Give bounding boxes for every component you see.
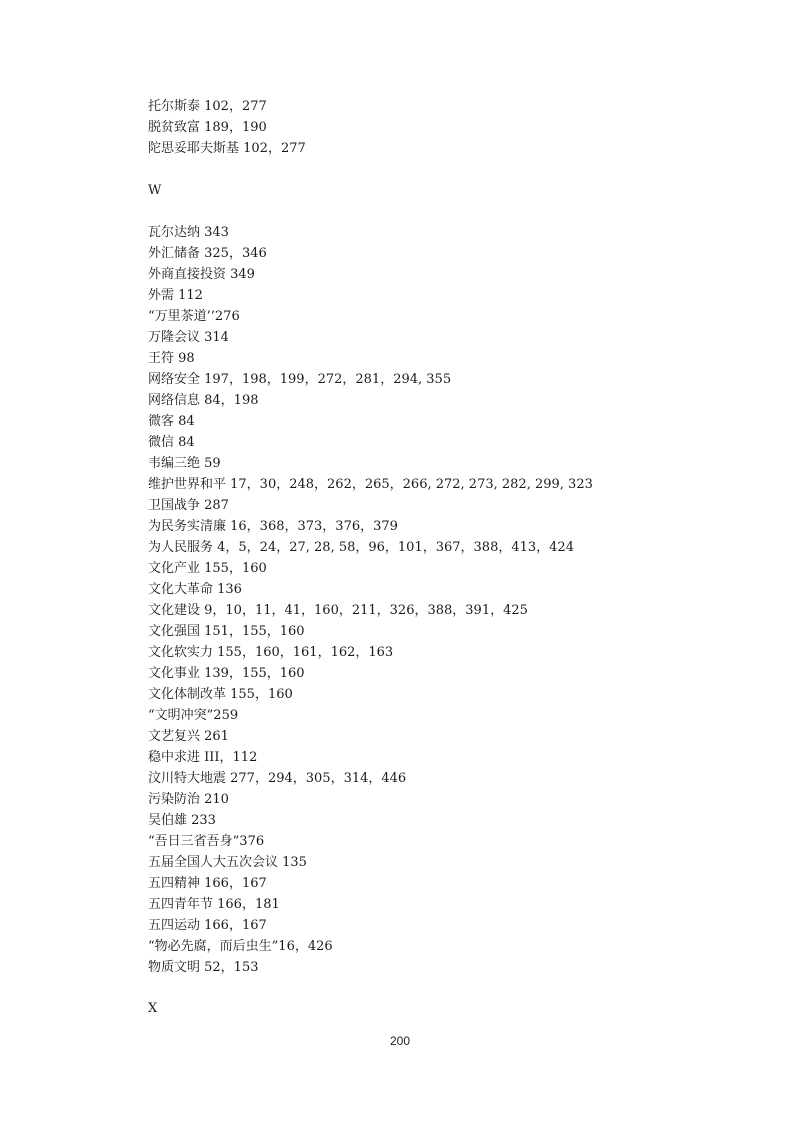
index-entry: 微客 84 (148, 414, 195, 429)
index-entry: 托尔斯泰 102，277 (148, 99, 267, 114)
index-entry: 卫国战争 287 (148, 498, 229, 513)
index-entry: 汶川特大地震 277，294，305，314，446 (148, 771, 407, 786)
index-entry: 韦编三绝 59 (148, 456, 221, 471)
index-entry: 网络安全 197，198，199，272，281，294, 355 (148, 372, 452, 387)
index-entry: 文化产业 155，160 (148, 561, 267, 576)
index-group-continued (148, 96, 306, 159)
index-entry: 为民务实清廉 16，368，373，376，379 (148, 519, 398, 534)
index-entry: 微信 84 (148, 435, 195, 450)
section-letter-w (148, 180, 161, 201)
index-entry: 污染防治 210 (148, 792, 229, 807)
page-number: 200 (389, 1034, 411, 1048)
index-entry: 五四运动 166，167 (148, 918, 267, 933)
index-entry: 五四青年节 166，181 (148, 897, 280, 912)
index-entry: 为人民服务 4，5，24，27, 28, 58，96，101，367，388，413，424 (148, 540, 574, 555)
index-entry: 物质文明 52，153 (148, 960, 259, 975)
index-entry: 文化体制改革 155，160 (148, 687, 293, 702)
index-entry: “吾日三省吾身”376 (148, 834, 265, 849)
section-letter-x (148, 998, 157, 1019)
index-entry: 外汇储备 325，346 (148, 246, 267, 261)
section-letter: W (148, 183, 162, 198)
index-entry: “万里茶道’’276 (148, 309, 240, 324)
index-entry: 外需 112 (148, 288, 203, 303)
index-entry: 网络信息 84，198 (148, 393, 259, 408)
index-group-w (148, 222, 593, 978)
index-entry: 稳中求进 III，112 (148, 750, 258, 765)
index-entry: 吴伯雄 233 (148, 813, 216, 828)
index-entry: 文化大革命 136 (148, 582, 242, 597)
index-entry: 脱贫致富 189，190 (148, 120, 267, 135)
index-entry: 维护世界和平 17，30，248，262，265，266, 272, 273, 282, 299, 323 (148, 477, 593, 492)
index-entry: “文明冲突”259 (148, 708, 239, 723)
index-entry: 万隆会议 314 (148, 330, 229, 345)
index-entry: 瓦尔达纳 343 (148, 225, 229, 240)
index-entry: 文化事业 139，155，160 (148, 666, 305, 681)
index-entry: 外商直接投资 349 (148, 267, 255, 282)
index-entry: 文化软实力 155，160，161，162，163 (148, 645, 394, 660)
index-entry: 五届全国人大五次会议 135 (148, 855, 307, 870)
index-entry: 陀思妥耶夫斯基 102，277 (148, 141, 306, 156)
index-entry: 文化建设 9，10，11，41，160，211，326，388，391，425 (148, 603, 528, 618)
section-letter: X (148, 1001, 158, 1016)
index-entry: 王符 98 (148, 351, 195, 366)
index-entry: “物必先腐，而后虫生”16，426 (148, 939, 333, 954)
index-entry: 五四精神 166，167 (148, 876, 267, 891)
index-entry: 文化强国 151，155，160 (148, 624, 305, 639)
index-entry: 文艺复兴 261 (148, 729, 229, 744)
